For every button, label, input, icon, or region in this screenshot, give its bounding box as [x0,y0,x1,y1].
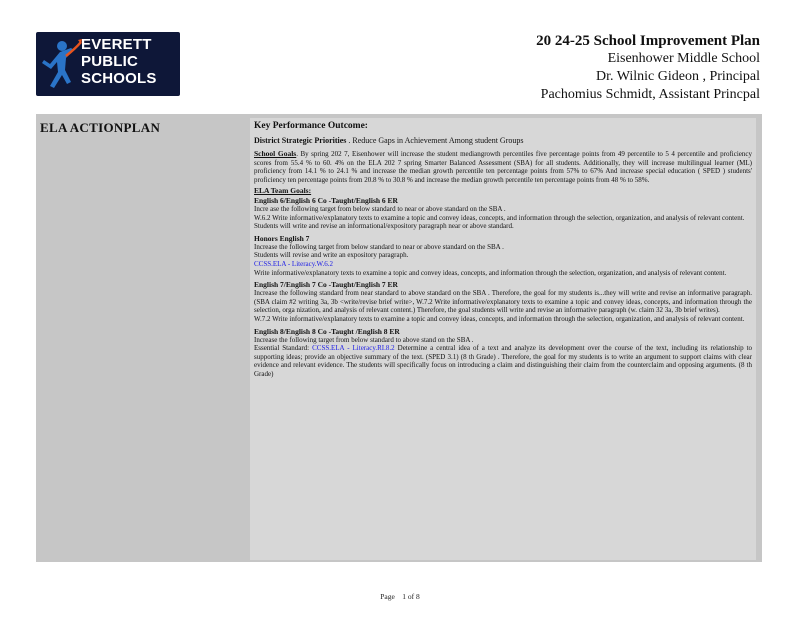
team-goals-label: ELA Team Goals: [254,186,312,196]
section-line: Students will write and revise an informational/expository paragraph near or above standard. [254,222,514,231]
district-priorities [254,136,752,146]
page-number: 1 [402,592,407,601]
essential-standard [254,344,752,378]
section-heading: English 8/English 8 Co -Taught /English 8 ER [254,326,400,336]
essential-standard-label: Essential Standard: [254,344,310,353]
school-name: Eisenhower Middle School [607,51,760,66]
page-total: 8 [416,592,420,601]
district-logo [36,32,180,96]
goal-section [254,280,752,323]
section-heading: Honors English 7 [254,233,310,243]
logo-line-2: PUBLIC [81,53,139,70]
principal-name: Dr. Wilnic Gideon , Principal [595,69,760,84]
action-plan-panel [36,114,762,562]
plan-title: 20 24-25 School Improvement Plan [536,33,760,49]
plan-header [536,32,760,104]
school-goals-text: . By spring 202 7, Eisenhower will increase the student mediangrowth percentiles five percentage points from 49 percentile to 5 4 percentile and proficiency scores from 55.4 % to 60. 4% on the ELA 202 7 spring Smarter Balanced Assessment (SBA) for all students. Additionally, they will increase multilingual learner (ML) proficiency from 14.1 % to 24.1 % and increase the median growth percentile ten percentage points from 57% to 67% And increase special education ( SPED ) students' proficiency ten percentage points from 20.8 % to 30.8 % and increase the median growth percentile ten percentage points from 48 % to 58%. [254,150,752,184]
school-goals [254,150,752,184]
section-line: W.7.2 Write informative/explanatory texts to examine a topic and convey ideas, concepts, and information through the selection, organization, and analysis of relevant content. [254,314,745,323]
section-line: Incre ase the following target from below standard to near or above standard on the SBA . [254,204,506,213]
page-footer [0,592,800,601]
ccss-standard-link[interactable]: CCSS.ELA - Literacy.W.6.2 [254,259,334,268]
section-heading: English 7/English 7 Co -Taught/English 7 ER [254,280,398,290]
section-line: Write informative/explanatory texts to examine a topic and convey ideas, concepts, and information through the selection, organization, and analysis of relevant content. [254,268,727,277]
logo-wordmark [81,36,177,87]
logo-line-1: EVERETT [81,36,152,53]
of-label: of [407,592,415,601]
school-goals-label: School Goals [254,149,297,158]
district-priorities-label: District Strategic Priorities [254,136,347,145]
goal-section [254,196,752,231]
action-plan-content [250,118,756,560]
key-performance-outcome: Key Performance Outcome: [254,121,368,131]
action-plan-title: ELA ACTIONPLAN [40,120,161,135]
section-line: Students will revise and write an expository paragraph. [254,251,409,260]
section-line: Increase the following target from below standard to above stand on the SBA . [254,335,474,344]
section-line: Increase the following target from below standard to near or above standard on the SBA . [254,242,504,251]
section-heading: English 6/English 6 Co -Taught/English 6 ER [254,195,398,205]
page-label: Page [380,592,395,601]
assistant-principal-name: Pachomius Schmidt, Assistant Princpal [540,87,760,102]
logo-line-3: SCHOOLS [81,70,157,87]
essential-standard-text: Determine a central idea of a text and analyze its development over the course of the text, including its relationship to supporting ideas; provide an objective summary of the text. (SPED 3.1) (8 th Grade) . Therefore, the goal for my students is to write an argument to support claims with clear evidence and relevant evidence. The students will specifically focus on introducing a claim and distinguishing their claim from the counterclaim and opposing arguments. (8 th Grade) [254,344,753,378]
goal-section [254,234,752,277]
district-priorities-text: . Reduce Gaps in Achievement Among student Groups [348,136,524,145]
section-line: W.6.2 Write informative/explanatory texts to examine a topic and convey ideas, concepts, and information through the selection, organization, and analysis of relevant content. [254,213,745,222]
section-line: Increase the following standard from near standard to above standard on the SBA . Therefore, the goal for my students is...they will write and revise an informative paragraph. (SBA claim #2 writing 3a, 3b <write/revise brief write>, W.7.2 Write informative/explanatory texts to examine a topic and convey ideas, concepts, and information through the selection, orga nization, and analysis of relevant content.) Therefore, the goal students will write and revise an informative paragraph (w. claim 32 3a, 3b brief writes). [254,289,752,315]
ccss-standard-link[interactable]: CCSS.ELA - Literacy.RI.8.2 [312,344,395,353]
runner-figure-icon [40,38,82,94]
goal-section [254,327,752,379]
